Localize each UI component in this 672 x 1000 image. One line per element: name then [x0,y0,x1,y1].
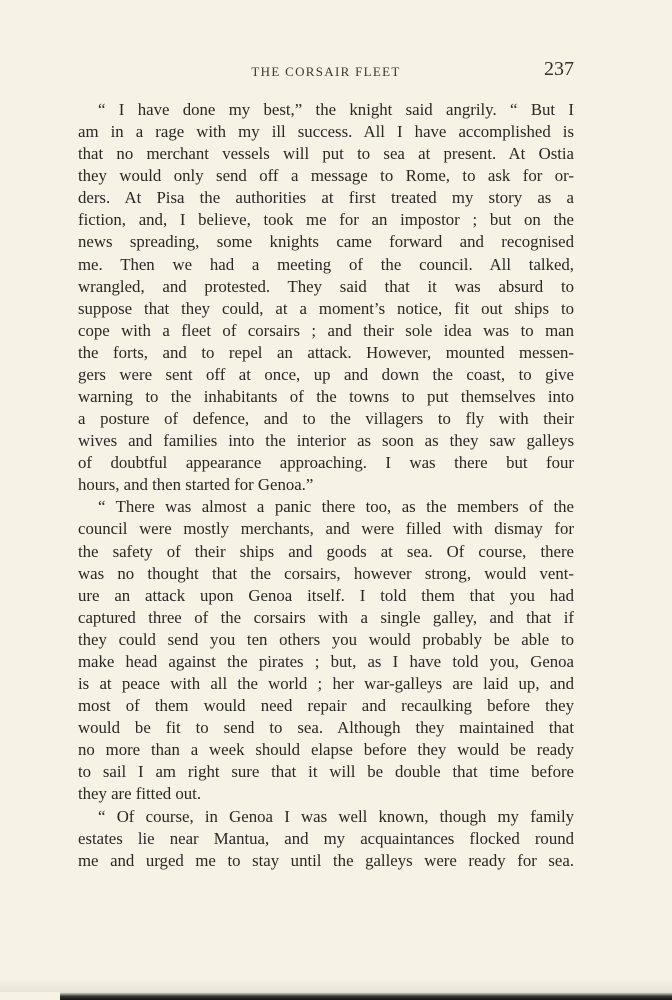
text-line: am in a rage with my ill success. All I have accomplished is [78,122,574,142]
text-line: hours, and then started for Genoa.” [78,475,314,495]
text-line: wrangled, and protested. They said that it was absurd to [78,276,574,296]
text-line: warning to the inhabitants of the towns to put themselves into [78,387,574,407]
text-line: gers were sent off at once, up and down the coast, to give [78,364,574,384]
text-line: council were mostly merchants, and were filled with dismay for [78,519,574,539]
text-line: news spreading, some knights came forward and recognised [78,232,574,252]
text-line: ders. At Pisa the authorities at first treated my story as a [78,188,574,208]
text-line: that no merchant vessels will put to sea at present. At Ostia [78,144,574,164]
text-line: would be fit to send to sea. Although they maintained that [78,718,574,738]
text-line: me. Then we had a meeting of the council. All talked, [78,254,574,274]
text-line: suppose that they could, at a moment’s notice, fit out ships to [78,298,574,318]
text-line: they are fitted out. [78,784,202,804]
text-line: make head against the pirates ; but, as I have told you, Genoa [78,651,574,671]
running-head: THE CORSAIR FLEET [251,64,401,79]
body-text [78,99,574,872]
text-line: of doubtful appearance approaching. I was there but four [78,453,574,473]
text-line: “ I have done my best,” the knight said angrily. “ But I [98,100,574,119]
text-line: fiction, and, I believe, took me for an impostor ; but on the [78,210,574,230]
text-line: the forts, and to repel an attack. However, mounted messen- [78,342,574,362]
page-header [78,58,574,92]
text-line: a posture of defence, and to the villagers to fly with their [78,409,574,429]
text-line: “ Of course, in Genoa I was well known, though my family [98,806,574,826]
text-line: captured three of the corsairs with a single galley, and that if [78,607,574,627]
page-bottom-shadow [0,978,672,992]
page-number: 237 [544,58,574,80]
text-line: most of them would need repair and recaulking before they [78,696,574,716]
text-line: is at peace with all the world ; her war-galleys are laid up, and [78,674,574,694]
text-line: cope with a fleet of corsairs ; and their sole idea was to man [78,320,574,340]
text-line: ure an attack upon Genoa itself. I told them that you had [78,585,574,605]
text-line: “ There was almost a panic there too, as the members of the [98,497,574,517]
text-line: no more than a week should elapse before they would be ready [78,740,574,760]
text-line: wives and families into the interior as soon as they saw galleys [78,431,574,451]
page-bottom-edge [60,992,672,1000]
text-line: me and urged me to stay until the galleys were ready for sea. [78,850,574,870]
text-line: they could send you ten others you would probably be able to [78,629,574,649]
text-line: estates lie near Mantua, and my acquaintances flocked round [78,828,574,848]
text-line: the safety of their ships and goods at sea. Of course, there [78,541,574,561]
text-line: was no thought that the corsairs, however strong, would vent- [78,563,574,583]
text-line: they would only send off a message to Rome, to ask for or- [78,166,574,186]
text-line: to sail I am right sure that it will be double that time before [78,762,574,782]
